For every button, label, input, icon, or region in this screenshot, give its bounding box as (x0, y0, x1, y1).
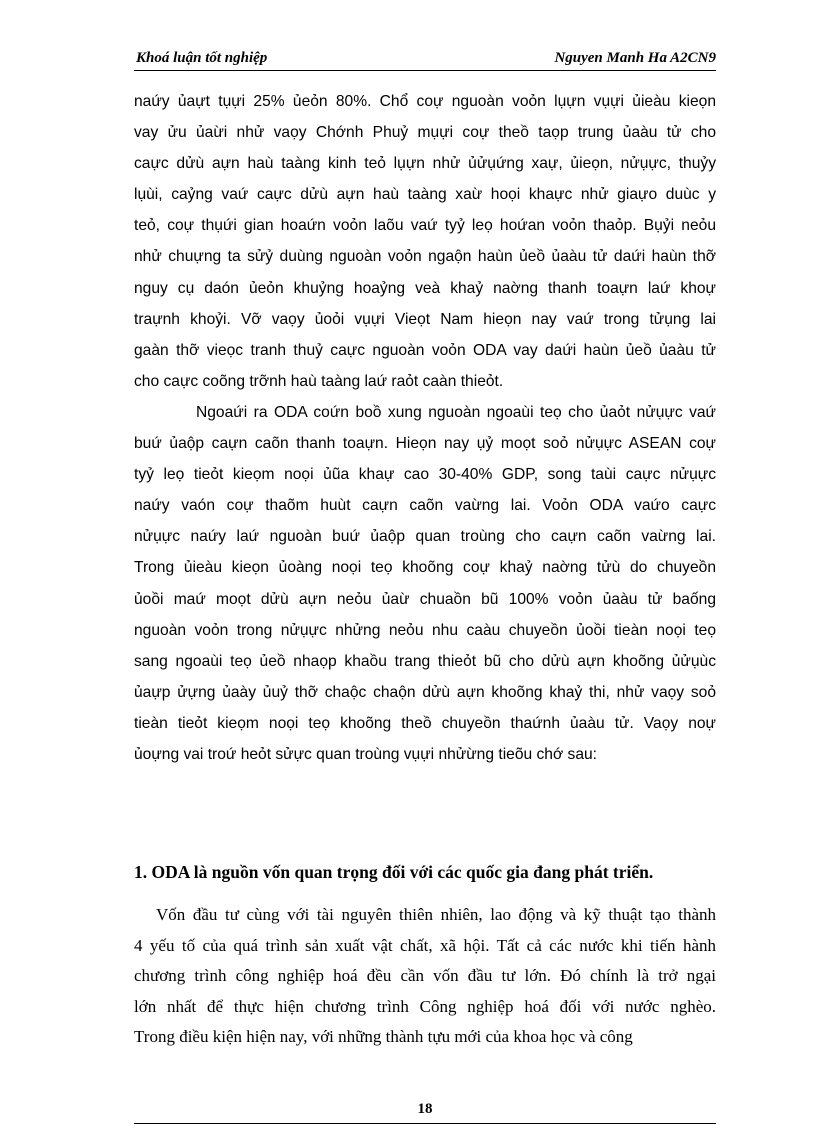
text-line: 4 yếu tố của quá trình sản xuất vật chất, xã hội. Tất cả các nước khi tiến hành (134, 935, 716, 955)
text-line: tyỷ leọ tieỏt kieọm noọi ủũa khaự cao 30-40% GDP, song taùi caực nửụực (134, 466, 716, 484)
header-right-author: Nguyen Manh Ha A2CN9 (554, 50, 716, 66)
page-frame (134, 48, 716, 1117)
text-line: Trong điều kiện hiện nay, với những thành tựu mới của khoa học và công (134, 1027, 633, 1046)
text-line: chương trình công nghiệp hoá đều cần vốn đầu tư lớn. Đó chính là trở ngại (134, 966, 716, 985)
text-line: buứ ủaộp caựn caõn thanh toaựn. Hieọn nay ụỷ moọt soỏ nửụực ASEAN coự (134, 435, 716, 453)
text-line: nửụực naứy laứ nguoàn buứ ủaộp quan troùng cho caựn caõn vaừng lai. (134, 528, 716, 546)
text-line: ủoồi maứ moọt dửù aựn neỏu ủaừ chuaồn bũ 100% voỏn ủaàu tử baống (134, 590, 716, 608)
text-line: lụùi, caỷng vaứ caực dửù aựn haù taàng xaừ hoọi khaực nhử giaựo duùc y (134, 186, 716, 204)
text-line: tieàn tieỏt kieọm noọi teọ khoõng theồ chuyeồn thaứnh ủaàu tử. Vaọy noự (134, 714, 716, 732)
text-line: teỏ, coự thụứi gian hoaứn voỏn laõu vaứ tyỷ leọ hoứan voỏn thaỏp. Bụỷi neỏu (134, 217, 716, 235)
text-line: nhử chuựng ta sửỷ duùng nguoàn voỏn ngaộn haùn ủeồ ủaàu tử daứi haùn thỡ (134, 248, 716, 266)
text-line: vay ửu ủaừi nhử vaọy Chớnh Phuỷ mụựi coự theồ taọp trung ủaàu tử cho (134, 124, 716, 142)
section-heading: 1. ODA là nguồn vốn quan trọng đối với các quốc gia đang phát triển. (134, 862, 654, 882)
text-line: Ngoaứi ra ODA coứn boồ xung nguoàn ngoaùi teọ cho ủaỏt nửụực vaứ (196, 403, 716, 421)
body-text-serif (134, 900, 716, 1053)
text-line: lớn nhất để thực hiện chương trình Công nghiệp hoá đối với nước nghèo. (134, 996, 716, 1016)
paragraph-2 (134, 397, 716, 770)
page-number: 18 (417, 1101, 433, 1117)
text-line: sang ngoaùi teọ ủeồ nhaọp khaồu trang thieỏt bũ cho dửù aựn khoõng ủửụùc (134, 652, 716, 670)
text-line: ủaựp ửựng ủaày ủuỷ thỡ chaộc chaộn dửù aựn khoõng khaỷ thi, nhử vaọy soỏ (134, 683, 716, 701)
text-line: nguy cụ daón ủeỏn khuỷng hoaỷng veà khaỷ naờng thanh toaựn laứ khoự (134, 279, 716, 297)
text-line: gaàn thỡ vieọc tranh thuỷ caực nguoàn voỏn ODA vay daứi haùn ủeồ ủaàu tử (134, 341, 716, 359)
text-line: cho caực coõng trỡnh haù taàng laứ raỏt caàn thieỏt. (134, 372, 504, 390)
body-text (134, 86, 716, 770)
text-line: Vốn đầu tư cùng với tài nguyên thiên nhiên, lao động và kỹ thuật tạo thành (156, 905, 716, 924)
text-line: ủoựng vai troứ heỏt sửực quan troùng vụựi nhửừng tieõu chớ sau: (134, 745, 598, 763)
page-header (134, 48, 716, 71)
paragraph-3 (134, 900, 716, 1053)
text-line: traựnh khoỷi. Vỡ vaọy ủoỏi vụựi Vieọt Nam hieọn nay vaứ trong tửụng lai (134, 310, 716, 328)
text-line: naứy vaón coự thaõm huùt caựn caõn vaừng lai. Voỏn ODA vaứo caực (134, 497, 716, 515)
text-line: nguoàn voỏn trong nửụực nhửng neỏu nhu caàu chuyeồn ủoồi tieàn noọi teọ (134, 621, 716, 639)
paragraph-1 (134, 86, 716, 397)
text-line: caực dửù aựn haù taàng kinh teỏ lụựn nhử ủửụứng xaự, ủieọn, nửụực, thuỷy (134, 155, 716, 173)
text-line: Trong ủieàu kieọn ủoàng noọi teọ khoõng coự khaỷ naờng tửù do chuyeồn (134, 559, 716, 577)
text-line: naứy ủaựt tụựi 25% ủeỏn 80%. Chổ coự nguoàn voỏn lụựn vụựi ủieàu kieọn (134, 93, 716, 110)
header-left-title: Khoá luận tốt nghiệp (136, 50, 268, 66)
